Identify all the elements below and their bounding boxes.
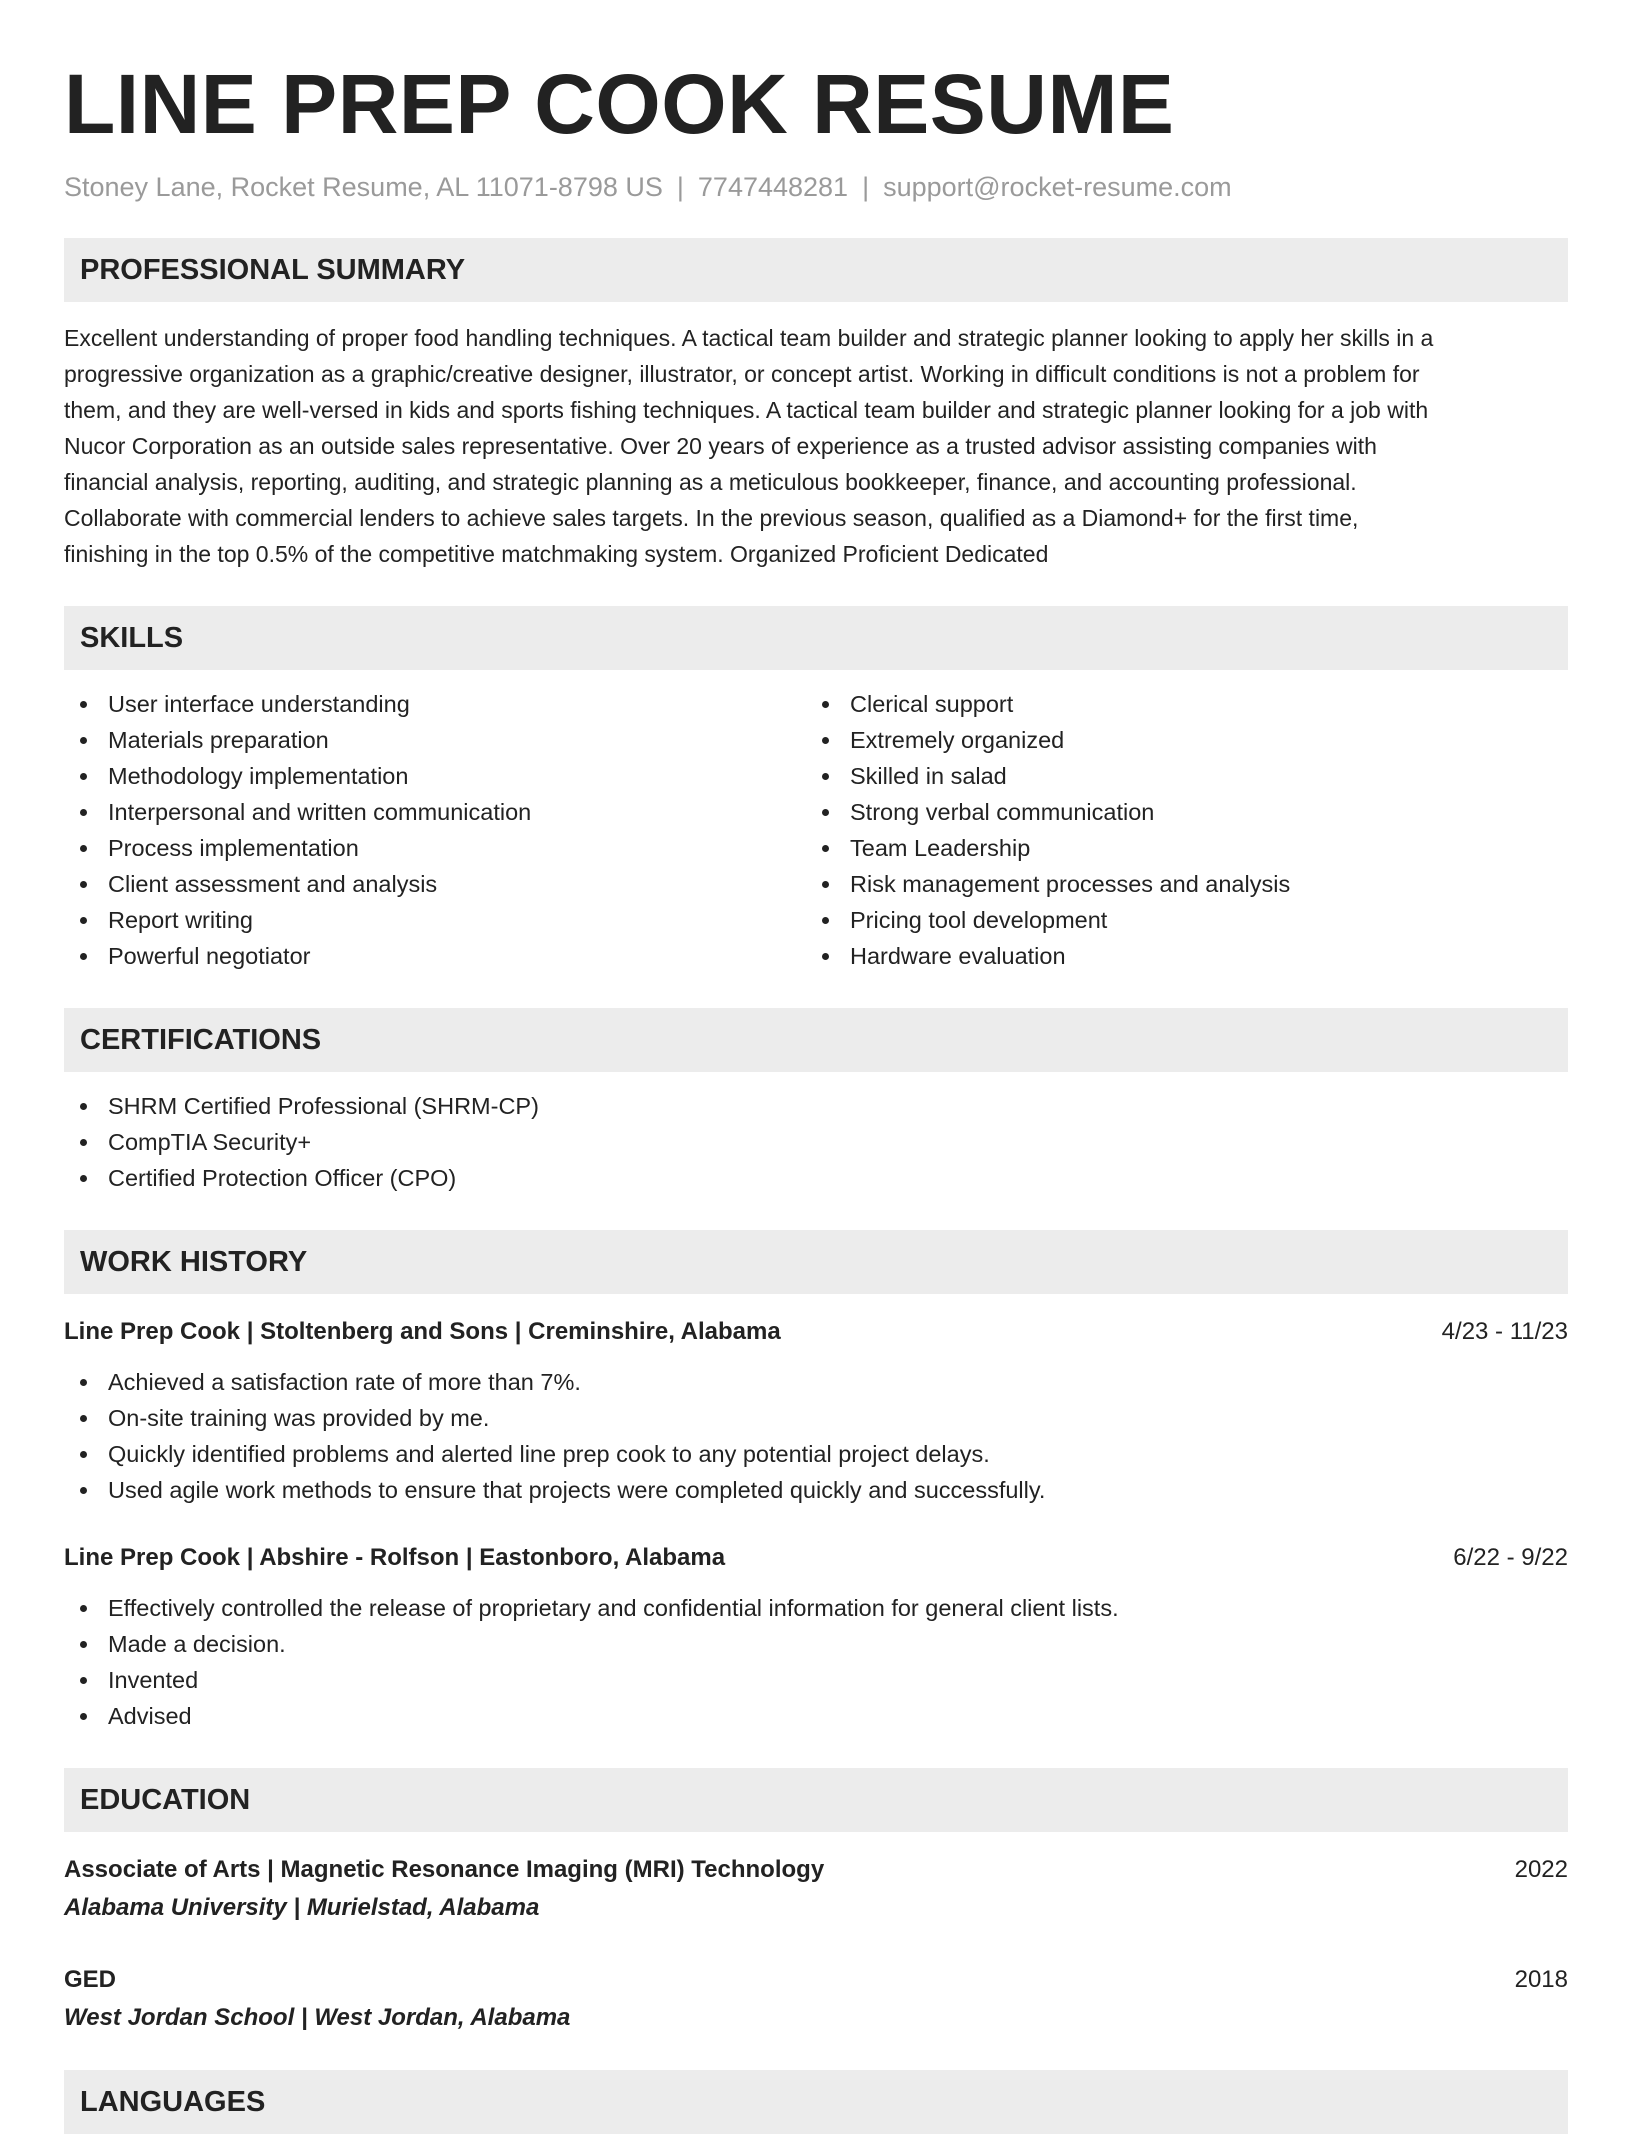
skill-item: Skilled in salad: [806, 758, 1548, 794]
skill-item: Risk management processes and analysis: [806, 866, 1548, 902]
job-bullet: Advised: [64, 1698, 1568, 1734]
education-year: 2018: [1514, 1966, 1568, 1993]
job-title: Line Prep Cook | Abshire - Rolfson | Eastonboro, Alabama: [64, 1544, 726, 1571]
education-entry: [64, 1852, 1568, 1926]
job-title: Line Prep Cook | Stoltenberg and Sons | Creminshire, Alabama: [64, 1318, 781, 1345]
contact-separator: |: [676, 172, 684, 202]
summary-line: progressive organization as a graphic/creative designer, illustrator, or concept artist. Working in difficult conditions is not a problem for: [64, 361, 1420, 387]
summary-line: Collaborate with commercial lenders to achieve sales targets. In the previous season, qualified as a Diamond+ for the first time,: [64, 505, 1359, 531]
job-bullet: Used agile work methods to ensure that projects were completed quickly and successfully.: [64, 1472, 1568, 1508]
summary-line: financial analysis, reporting, auditing, and strategic planning as a meticulous bookkeeper, finance, and accounting professional.: [64, 469, 1357, 495]
job-dates: 4/23 - 11/23: [1441, 1318, 1568, 1345]
skill-item: Powerful negotiator: [64, 938, 806, 974]
certification-item: Certified Protection Officer (CPO): [64, 1160, 1568, 1196]
contact-email: support@rocket-resume.com: [883, 172, 1232, 202]
skill-item: User interface understanding: [64, 686, 806, 722]
skills-columns: [64, 686, 1568, 974]
education-entry: [64, 1962, 1568, 2036]
section-header-work-history: WORK HISTORY: [64, 1230, 1568, 1294]
job-bullets: [64, 1364, 1568, 1508]
skill-item: Hardware evaluation: [806, 938, 1548, 974]
section-header-skills: SKILLS: [64, 606, 1568, 670]
education-year: 2022: [1514, 1856, 1568, 1883]
summary-line: finishing in the top 0.5% of the competitive matchmaking system. Organized Proficient Dedicated: [64, 541, 1049, 567]
section-header-summary: PROFESSIONAL SUMMARY: [64, 238, 1568, 302]
summary-text: [64, 320, 1568, 572]
job-dates: 6/22 - 9/22: [1453, 1544, 1568, 1571]
education-school: West Jordan School | West Jordan, Alabama: [64, 2004, 571, 2031]
section-header-certifications: CERTIFICATIONS: [64, 1008, 1568, 1072]
section-header-languages: LANGUAGES: [64, 2070, 1568, 2134]
job-entry: [64, 1314, 1568, 1508]
skill-item: Extremely organized: [806, 722, 1548, 758]
job-entry: [64, 1540, 1568, 1734]
education-degree: Associate of Arts | Magnetic Resonance Imaging (MRI) Technology: [64, 1856, 825, 1883]
job-bullet: Invented: [64, 1662, 1568, 1698]
summary-line: Nucor Corporation as an outside sales representative. Over 20 years of experience as a trusted advisor assisting companies with: [64, 433, 1377, 459]
job-bullet: Made a decision.: [64, 1626, 1568, 1662]
skills-list-left: [64, 686, 806, 974]
skill-item: Report writing: [64, 902, 806, 938]
contact-address: Stoney Lane, Rocket Resume, AL 11071-8798 US: [64, 172, 663, 202]
contact-separator: |: [862, 172, 870, 202]
skill-item: Interpersonal and written communication: [64, 794, 806, 830]
skill-item: Strong verbal communication: [806, 794, 1548, 830]
education-school: Alabama University | Murielstad, Alabama: [64, 1894, 540, 1921]
education-degree: GED: [64, 1966, 117, 1993]
section-header-education: EDUCATION: [64, 1768, 1568, 1832]
contact-phone: 7747448281: [697, 172, 849, 202]
skill-item: Process implementation: [64, 830, 806, 866]
skills-list-right: [806, 686, 1548, 974]
skill-item: Team Leadership: [806, 830, 1548, 866]
certifications-list: [64, 1088, 1568, 1196]
resume-title: LINE PREP COOK RESUME: [64, 57, 1175, 151]
education-header: [64, 1852, 1568, 1888]
skill-item: Pricing tool development: [806, 902, 1548, 938]
summary-line: Excellent understanding of proper food handling techniques. A tactical team builder and strategic planner looking to apply her skills in a: [64, 325, 1434, 351]
job-header: [64, 1540, 1568, 1576]
skill-item: Client assessment and analysis: [64, 866, 806, 902]
job-bullet: On-site training was provided by me.: [64, 1400, 1568, 1436]
skill-item: Methodology implementation: [64, 758, 806, 794]
certification-item: CompTIA Security+: [64, 1124, 1568, 1160]
education-header: [64, 1962, 1568, 1998]
job-bullet: Effectively controlled the release of proprietary and confidential information for general client lists.: [64, 1590, 1568, 1626]
summary-line: them, and they are well-versed in kids and sports fishing techniques. A tactical team builder and strategic planner looking for a job with: [64, 397, 1429, 423]
certification-item: SHRM Certified Professional (SHRM-CP): [64, 1088, 1568, 1124]
skill-item: Clerical support: [806, 686, 1548, 722]
job-bullets: [64, 1590, 1568, 1734]
job-header: [64, 1314, 1568, 1350]
job-bullet: Achieved a satisfaction rate of more than 7%.: [64, 1364, 1568, 1400]
job-bullet: Quickly identified problems and alerted line prep cook to any potential project delays.: [64, 1436, 1568, 1472]
contact-line: [64, 170, 1568, 204]
skill-item: Materials preparation: [64, 722, 806, 758]
